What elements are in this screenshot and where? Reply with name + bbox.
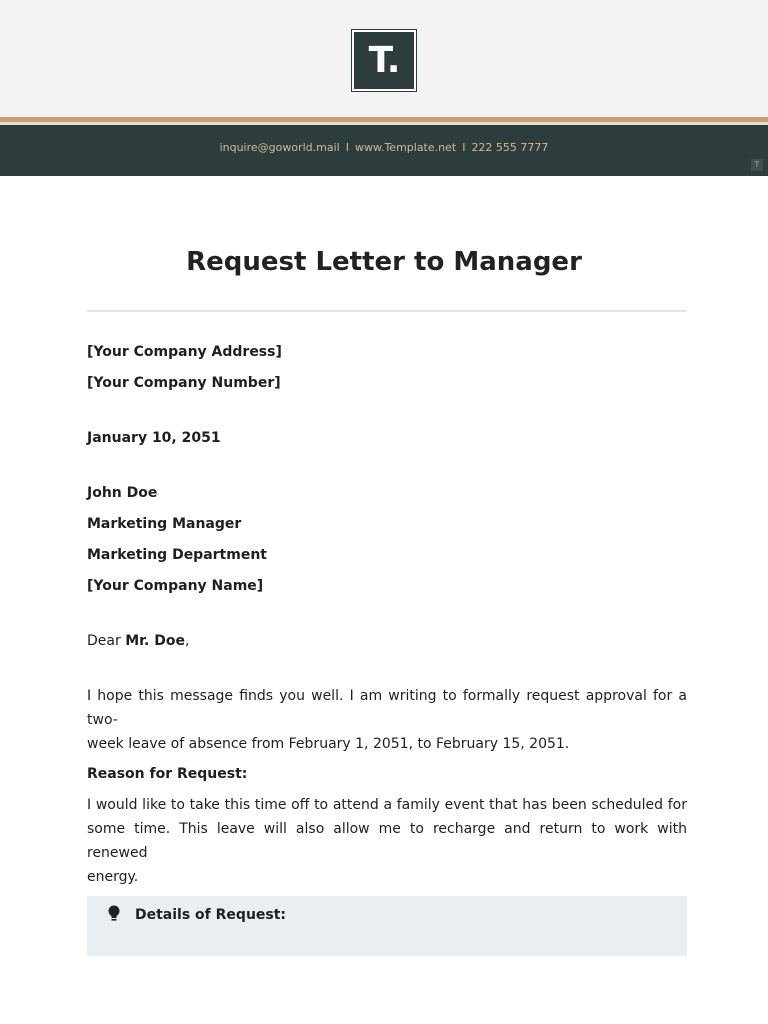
contact-phone: 222 555 7777 <box>471 141 549 154</box>
reason-line: I would like to take this time off to attend a family event that has been scheduled for <box>87 797 687 813</box>
company-number: [Your Company Number] <box>87 375 281 391</box>
details-box <box>87 896 687 956</box>
intro-paragraph <box>87 684 687 756</box>
intro-line: I hope this message finds you well. I am writing to formally request approval for a two- <box>87 688 687 728</box>
salutation-suffix: , <box>184 633 190 649</box>
salutation-name: Mr. Doe <box>125 633 185 649</box>
company-logo <box>351 29 417 92</box>
reason-line: some time. This leave will also allow me to recharge and return to work with renewed <box>87 821 687 861</box>
letter-title: Request Letter to Manager <box>186 247 582 277</box>
contact-separator: I <box>345 141 349 154</box>
template-badge: T <box>751 159 763 171</box>
contact-bar <box>0 125 768 176</box>
recipient-company: [Your Company Name] <box>87 578 264 594</box>
logo-letter: T. <box>354 32 414 89</box>
reason-heading: Reason for Request: <box>87 766 248 782</box>
header-band <box>0 0 768 117</box>
lightbulb-icon <box>107 905 121 923</box>
details-heading: Details of Request: <box>135 907 287 923</box>
recipient-department: Marketing Department <box>87 547 267 563</box>
title-divider <box>87 310 687 312</box>
intro-line: week leave of absence from February 1, 2051, to February 15, 2051. <box>87 736 570 752</box>
contact-website[interactable]: www.Template.net <box>354 141 457 154</box>
letter-date: January 10, 2051 <box>87 430 221 446</box>
recipient-name: John Doe <box>87 485 158 501</box>
reason-line: energy. <box>87 869 139 885</box>
company-address: [Your Company Address] <box>87 344 282 360</box>
reason-paragraph <box>87 793 687 889</box>
recipient-title: Marketing Manager <box>87 516 242 532</box>
contact-separator: I <box>462 141 466 154</box>
salutation-prefix: Dear <box>87 633 126 649</box>
contact-line <box>0 141 768 154</box>
contact-email[interactable]: inquire@goworld.mail <box>219 141 340 154</box>
salutation <box>87 633 189 649</box>
